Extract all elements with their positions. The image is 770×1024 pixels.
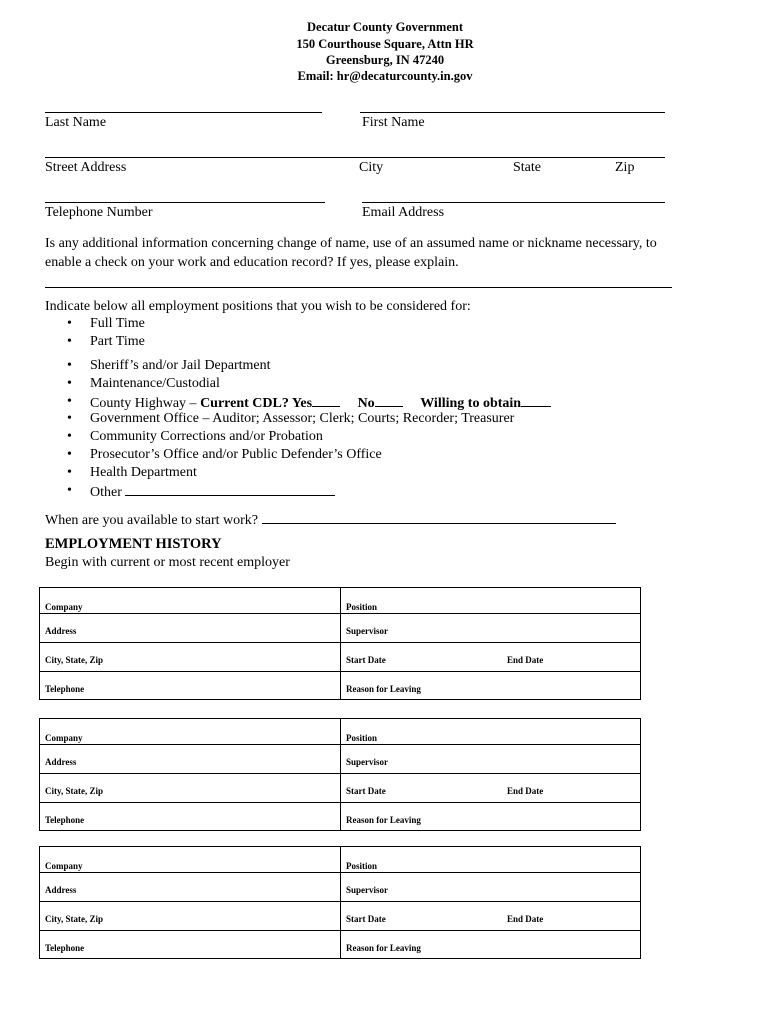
city-state-zip-field[interactable]: City, State, Zip bbox=[45, 655, 104, 665]
row-divider bbox=[40, 642, 640, 643]
start-date-field[interactable]: Start Date bbox=[346, 914, 386, 924]
first-name-label: First Name bbox=[362, 115, 425, 130]
cdl-yes-blank[interactable] bbox=[312, 394, 340, 407]
city-label: City bbox=[359, 160, 384, 175]
start-work-label: When are you available to start work? bbox=[45, 513, 259, 528]
company-field[interactable]: Company bbox=[45, 733, 83, 743]
position-field[interactable]: Position bbox=[346, 602, 378, 612]
start-work-question bbox=[45, 511, 616, 529]
bullet: • bbox=[67, 358, 72, 373]
address-field[interactable]: Address bbox=[45, 757, 77, 767]
row-divider bbox=[40, 613, 640, 614]
other-blank[interactable] bbox=[125, 483, 335, 496]
prosecutor-label: Prosecutor’s Office and/or Public Defender’s Office bbox=[90, 447, 382, 462]
column-divider bbox=[340, 847, 341, 958]
bullet: • bbox=[67, 411, 72, 426]
bullet: • bbox=[67, 429, 72, 444]
telephone-field[interactable]: Telephone bbox=[45, 815, 85, 825]
zip-label: Zip bbox=[615, 160, 635, 175]
other-text: Other bbox=[90, 485, 122, 500]
bullet: • bbox=[67, 394, 72, 409]
column-divider bbox=[340, 588, 341, 699]
bullet: • bbox=[67, 376, 72, 391]
supervisor-field[interactable]: Supervisor bbox=[346, 626, 389, 636]
willing-blank[interactable] bbox=[521, 394, 551, 407]
row-divider bbox=[40, 671, 640, 672]
highway-label bbox=[90, 394, 551, 412]
company-field[interactable]: Company bbox=[45, 602, 83, 612]
maintenance-label: Maintenance/Custodial bbox=[90, 376, 220, 391]
employer-table-3 bbox=[39, 846, 641, 959]
position-field[interactable]: Position bbox=[346, 861, 378, 871]
cdl-no-label: No bbox=[357, 396, 375, 411]
bullet: • bbox=[67, 465, 72, 480]
start-date-field[interactable]: Start Date bbox=[346, 655, 386, 665]
last-name-line[interactable] bbox=[45, 112, 322, 113]
email-label: Email Address bbox=[362, 205, 445, 220]
telephone-line[interactable] bbox=[45, 202, 325, 203]
cdl-no-blank[interactable] bbox=[375, 394, 403, 407]
bullet: • bbox=[67, 334, 72, 349]
name-change-question: Is any additional information concerning change of name, use of an assumed name or nickname necessary, to enable a check on your work and education record? If yes, please explain. bbox=[45, 236, 657, 270]
employment-history-subtitle: Begin with current or most recent employer bbox=[45, 555, 290, 570]
full-time-label: Full Time bbox=[90, 316, 145, 331]
part-time-label: Part Time bbox=[90, 334, 145, 349]
bullet: • bbox=[67, 316, 72, 331]
first-name-line[interactable] bbox=[360, 112, 665, 113]
explanation-line[interactable] bbox=[45, 287, 672, 288]
telephone-field[interactable]: Telephone bbox=[45, 684, 85, 694]
street-address-label: Street Address bbox=[45, 160, 127, 175]
org-name: Decatur County Government bbox=[307, 20, 463, 34]
bullet: • bbox=[67, 483, 72, 498]
end-date-field[interactable]: End Date bbox=[507, 786, 544, 796]
reason-for-leaving-field[interactable]: Reason for Leaving bbox=[346, 943, 421, 953]
other-label bbox=[90, 483, 335, 501]
sheriff-label: Sheriff’s and/or Jail Department bbox=[90, 358, 271, 373]
company-field[interactable]: Company bbox=[45, 861, 83, 871]
org-email: Email: hr@decaturcounty.in.gov bbox=[297, 69, 473, 83]
row-divider bbox=[40, 901, 640, 902]
corrections-label: Community Corrections and/or Probation bbox=[90, 429, 323, 444]
address-field[interactable]: Address bbox=[45, 885, 77, 895]
city-state-zip-field[interactable]: City, State, Zip bbox=[45, 914, 104, 924]
address-field[interactable]: Address bbox=[45, 626, 77, 636]
employment-history-title: EMPLOYMENT HISTORY bbox=[45, 536, 222, 552]
org-city: Greensburg, IN 47240 bbox=[325, 53, 445, 67]
column-divider bbox=[340, 719, 341, 830]
bullet: • bbox=[67, 447, 72, 462]
employer-table-1 bbox=[39, 587, 641, 700]
start-work-blank[interactable] bbox=[262, 511, 616, 524]
health-label: Health Department bbox=[90, 465, 197, 480]
row-divider bbox=[40, 773, 640, 774]
positions-intro: Indicate below all employment positions that you wish to be considered for: bbox=[45, 299, 471, 314]
org-address: 150 Courthouse Square, Attn HR bbox=[296, 37, 474, 51]
row-divider bbox=[40, 930, 640, 931]
row-divider bbox=[40, 872, 640, 873]
row-divider bbox=[40, 802, 640, 803]
employer-table-2 bbox=[39, 718, 641, 831]
supervisor-field[interactable]: Supervisor bbox=[346, 885, 389, 895]
state-label: State bbox=[513, 160, 541, 175]
last-name-label: Last Name bbox=[45, 115, 107, 130]
highway-prefix: County Highway – bbox=[90, 396, 201, 411]
start-date-field[interactable]: Start Date bbox=[346, 786, 386, 796]
reason-for-leaving-field[interactable]: Reason for Leaving bbox=[346, 684, 421, 694]
cdl-yes-label: Current CDL? Yes bbox=[200, 396, 313, 411]
email-line[interactable] bbox=[362, 202, 665, 203]
end-date-field[interactable]: End Date bbox=[507, 914, 544, 924]
city-state-zip-field[interactable]: City, State, Zip bbox=[45, 786, 104, 796]
government-label: Government Office – Auditor; Assessor; Clerk; Courts; Recorder; Treasurer bbox=[90, 411, 515, 426]
row-divider bbox=[40, 744, 640, 745]
willing-label: Willing to obtain bbox=[420, 396, 522, 411]
telephone-field[interactable]: Telephone bbox=[45, 943, 85, 953]
position-field[interactable]: Position bbox=[346, 733, 378, 743]
reason-for-leaving-field[interactable]: Reason for Leaving bbox=[346, 815, 421, 825]
street-address-line[interactable] bbox=[45, 157, 665, 158]
telephone-label: Telephone Number bbox=[45, 205, 153, 220]
supervisor-field[interactable]: Supervisor bbox=[346, 757, 389, 767]
end-date-field[interactable]: End Date bbox=[507, 655, 544, 665]
